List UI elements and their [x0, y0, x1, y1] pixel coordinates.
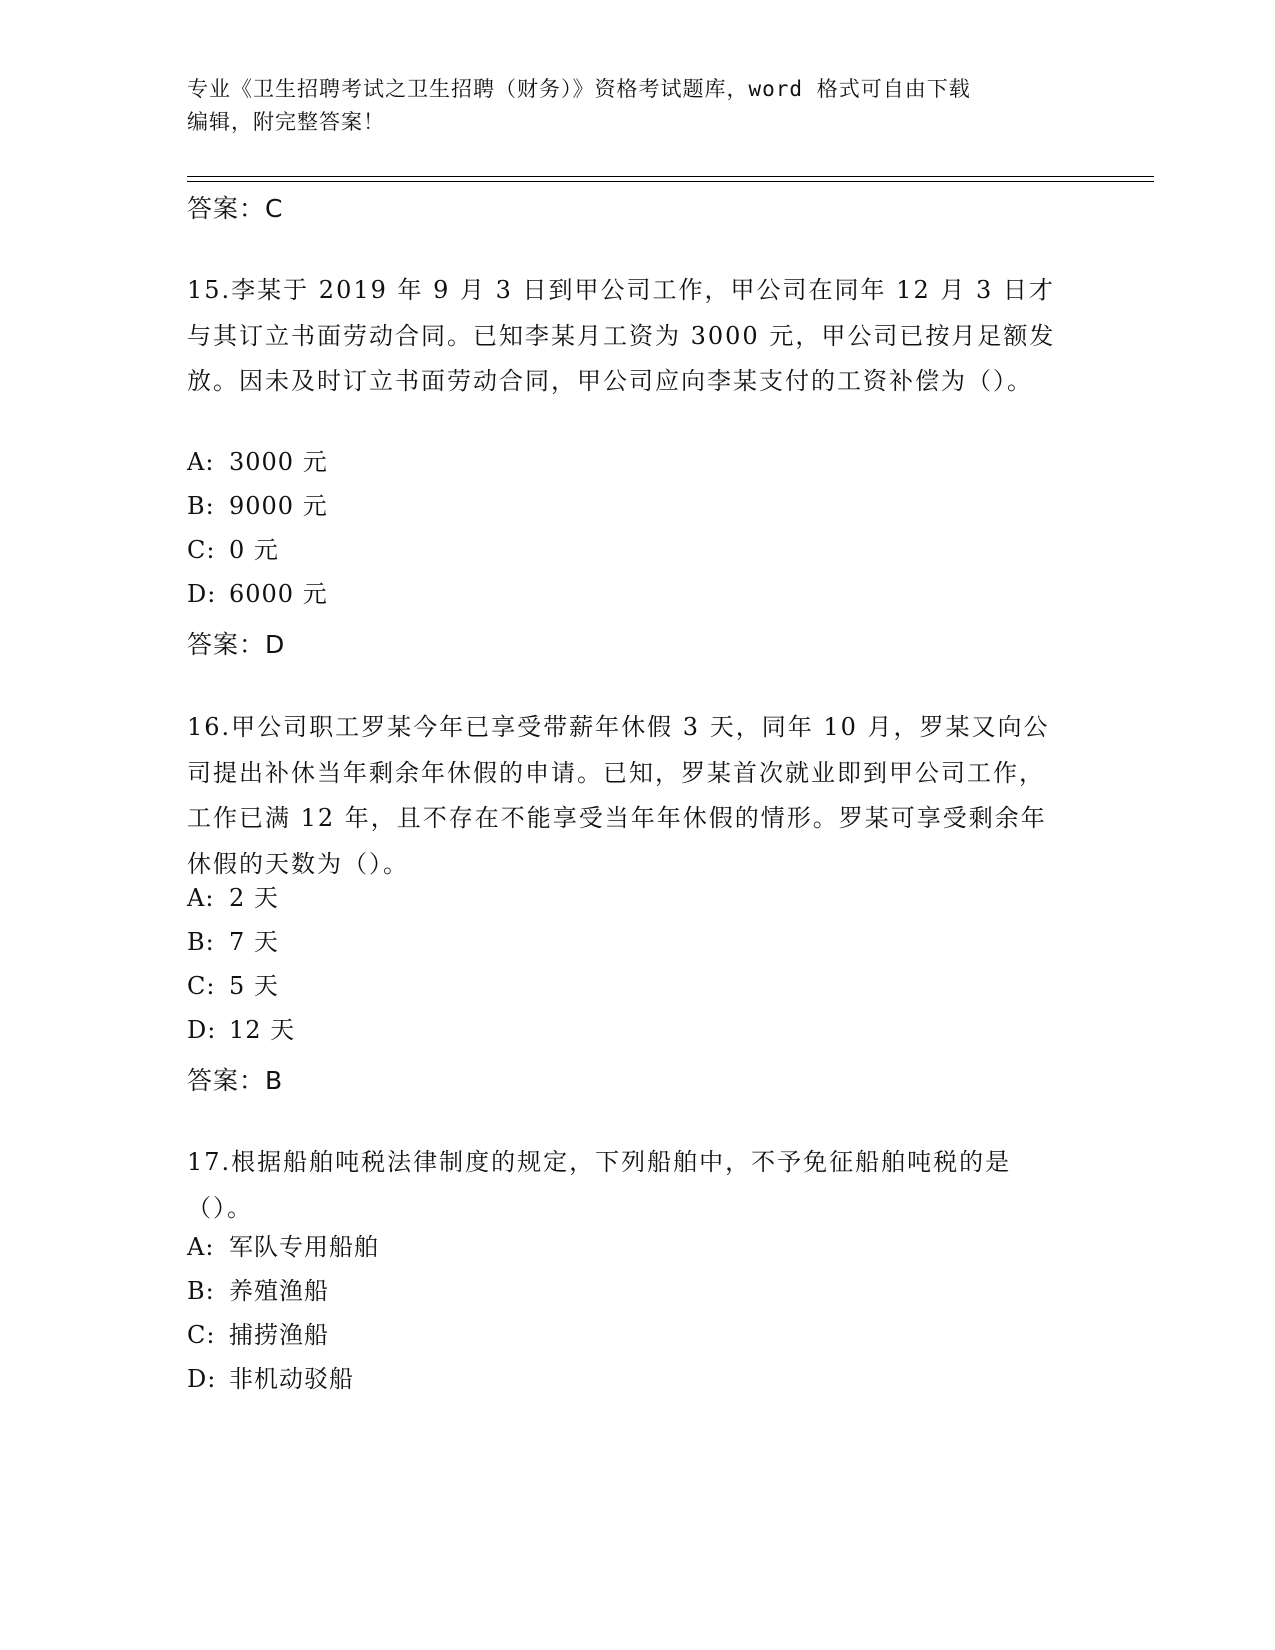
q16-option-d [187, 1008, 1087, 1054]
option-label: A: [187, 884, 215, 912]
option-text: 非机动驳船 [229, 1365, 354, 1393]
question-15-text: 15.李某于 2019 年 9 月 3 日到甲公司工作，甲公司在同年 12 月 3 日才与其订立书面劳动合同。已知李某月工资为 3000 元，甲公司已按月足额发放。因未及时订立书面劳动合同，甲公司应向李某支付的工资补偿为（）。 [187, 276, 1056, 395]
q16-answer: 答案：B [187, 1066, 284, 1095]
q16-option-c [187, 964, 1087, 1010]
q17-option-a [187, 1225, 1087, 1271]
document-header [187, 73, 1067, 139]
option-text: 6000 元 [229, 580, 328, 608]
option-text: 0 元 [229, 536, 279, 564]
option-label: C: [187, 1321, 216, 1349]
q15-option-d [187, 572, 1087, 618]
option-text: 军队专用船舶 [229, 1233, 379, 1261]
q16-option-a [187, 876, 1087, 922]
option-text: 9000 元 [229, 492, 328, 520]
question-16-text: 16.甲公司职工罗某今年已享受带薪年休假 3 天，同年 10 月，罗某又向公司提出补休当年剩余年休假的申请。已知，罗某首次就业即到甲公司工作，工作已满 12 年，且不存在不能享受当年年休假的情形。罗某可享受剩余年休假的天数为（）。 [187, 713, 1050, 878]
q17-option-c [187, 1313, 1087, 1359]
option-text: 3000 元 [229, 448, 328, 476]
q16-option-b [187, 920, 1087, 966]
q17-option-b [187, 1269, 1087, 1315]
q15-answer: 答案：D [187, 630, 286, 659]
option-text: 12 天 [229, 1016, 296, 1044]
option-label: A: [187, 1233, 215, 1261]
option-label: D: [187, 580, 217, 608]
option-label: B: [187, 492, 215, 520]
header-divider-bottom [187, 181, 1154, 182]
header-line-1: 专业《卫生招聘考试之卫生招聘（财务）》资格考试题库，word 格式可自由下载 [187, 77, 971, 101]
option-text: 2 天 [229, 884, 279, 912]
option-label: D: [187, 1365, 217, 1393]
option-label: D: [187, 1016, 217, 1044]
option-label: A: [187, 448, 215, 476]
option-text: 7 天 [229, 928, 279, 956]
option-label: B: [187, 928, 215, 956]
option-text: 捕捞渔船 [229, 1321, 329, 1349]
q15-option-c [187, 528, 1087, 574]
q15-option-b [187, 484, 1087, 530]
header-divider-top [187, 176, 1154, 177]
option-label: C: [187, 972, 216, 1000]
question-17-text: 17.根据船舶吨税法律制度的规定，下列船舶中，不予免征船舶吨税的是（）。 [187, 1148, 1012, 1222]
option-text: 养殖渔船 [229, 1277, 329, 1305]
header-line-2: 编辑，附完整答案！ [187, 110, 385, 134]
previous-answer: 答案：C [187, 194, 284, 223]
option-text: 5 天 [229, 972, 279, 1000]
option-label: B: [187, 1277, 215, 1305]
option-label: C: [187, 536, 216, 564]
q17-option-d [187, 1357, 1087, 1403]
q15-option-a [187, 440, 1087, 486]
